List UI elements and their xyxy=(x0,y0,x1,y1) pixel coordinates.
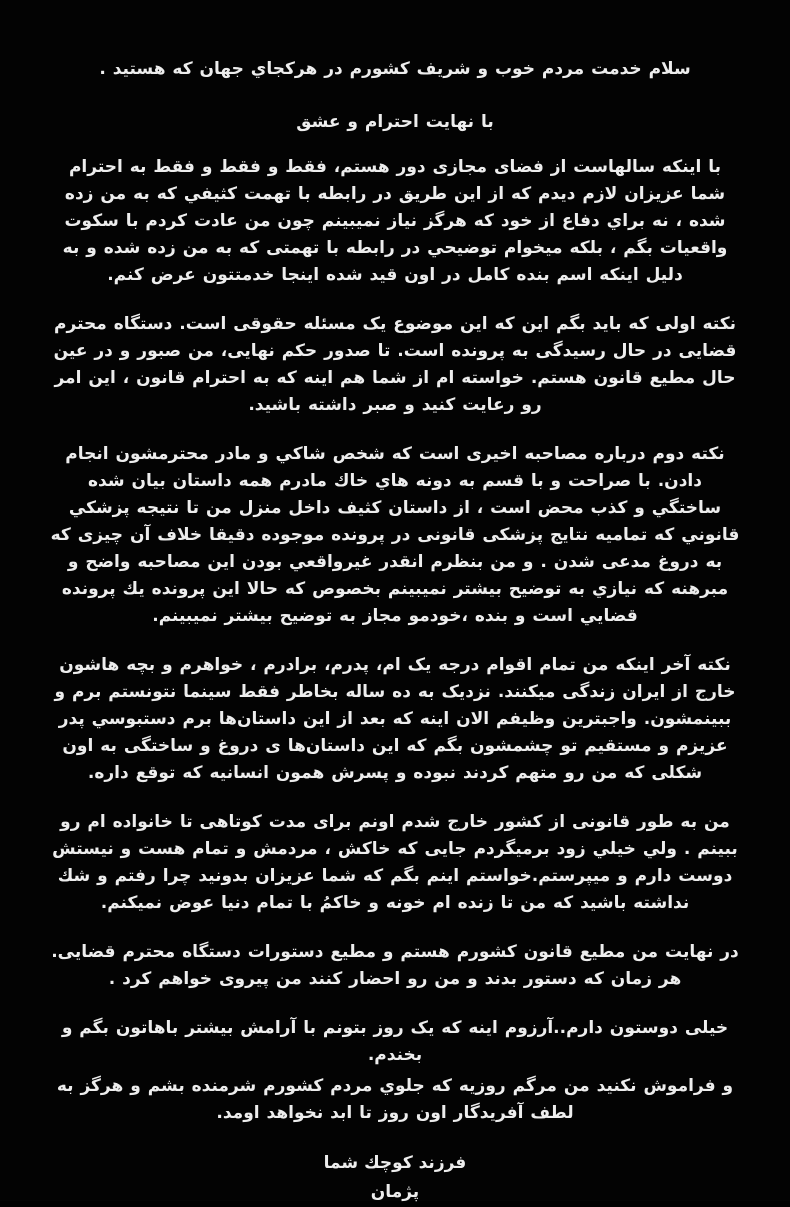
signature-role: فرزند کوچك شما xyxy=(323,1153,467,1173)
letter-paragraph-point-last: نکته آخر اینکه من تمام اقوام درجه یک ام، پدرم، برادرم ، خواهرم و بچه هاشون خارج از ایران زندگی میکنند. نزدیک به ده ساله بخاطر فقط سینما نتونستم برم و ببینمشون. واجبترین وظیفم الان اینه که بعد از این داستان‌ها برم دستبوسي پدر عزیزم و مستقیم تو چشمشون بگم که این داستان‌ها ی دروغ و ساختگی به اون شکلی که من رو متهم کردند نبوده و پسرش همون انسانیه که توقع داره. xyxy=(54,655,736,783)
letter-salutation: با نهایت احترام و عشق xyxy=(296,112,494,132)
letter-paragraph-point-two: نکته دوم درباره مصاحبه اخیری است که شخص شاکي و مادر محترمشون انجام دادن. با صراحت و با قسم به دونه هاي خاك مادرم همه داستان بیان شده ساختگي و کذب محض است ، از داستان کثیف داخل منزل من تا نتیجه پزشکي قانوني که تمامیه نتایج پزشکی قانونی در پرونده موجوده دقیقا خلاف آن چیزی که به دروغ مدعی شدن . و من بنظرم انقدر غیرواقعي بودن این مصاحبه واضح و مبرهنه که نیازي به توضیح بیشتر نمیبینم بخصوص که حالا این پرونده یك پرونده قضایي است و بنده ،خودمو مجاز به توضیح بیشتر نمیبینم. xyxy=(50,444,740,626)
letter-paragraph-intro: با اینکه سالهاست از فضای مجازی دور هستم، فقط و فقط و فقط به احترام شما عزیزان لازم دیدم که از این طریق در رابطه با تهمت کثیفي که به من زده شده ، نه براي دفاع از خود که هرگز نیاز نمیبینم چون من عادت کردم با سکوت واقعیات بگم ، بلکه میخوام توضیحي در رابطه با تهمتی که به من زده شده و به دلیل اینکه اسم بنده کامل در اون قید شده اینجا خدمتتون عرض کنم. xyxy=(62,157,728,285)
letter-paragraph-law: در نهایت من مطیع قانون کشورم هستم و مطیع دستورات دستگاه محترم قضایی. هر زمان که دستور بدند و من رو احضار کنند من پیروی خواهم کرد . xyxy=(51,942,739,989)
letter-signature xyxy=(50,1149,740,1207)
letter-paragraph-point-one: نکته اولی که باید بگم این که این موضوع یک مسئله حقوقی است. دستگاه محترم قضایی در حال رسیدگی به پرونده است. تا صدور حکم نهایی، من صبور و در عین حال مطیع قانون هستم. خواسته ام از شما هم اینه که به احترام قانون ، این امر رو رعایت کنید و صبر داشته باشید. xyxy=(53,314,737,415)
letter-greeting: سلام خدمت مردم خوب و شریف کشورم در هرکجاي جهان که هستید . xyxy=(99,59,691,79)
letter-paragraph-wish: خیلی دوستون دارم..آرزوم اینه که یک روز بتونم با آرامش بیشتر باهاتون بگم و بخندم. xyxy=(61,1018,729,1065)
signature-name: پژمان xyxy=(370,1182,420,1202)
letter-paragraph-travel: من به طور قانونی از کشور خارج شدم اونم برای مدت کوتاهی تا خانواده ام رو ببینم . ولي خیلي زود برمیگردم جایی که خاکش ، مردمش و تمام هست و نیستش دوست دارم و میپرستم.خواستم اینم بگم که شما عزیزان بدونید چرا رفتم و شك نداشته باشید که من تا زنده ام خونه و خاکمُ با تمام دنیا عوض نمیکنم. xyxy=(52,812,738,913)
letter-paragraph-closing: و فراموش نکنید من مرگم روزیه که جلوي مردم کشورم شرمنده بشم و هرگز به لطف آفریدگار اون روز تا ابد نخواهد اومد. xyxy=(56,1076,734,1123)
